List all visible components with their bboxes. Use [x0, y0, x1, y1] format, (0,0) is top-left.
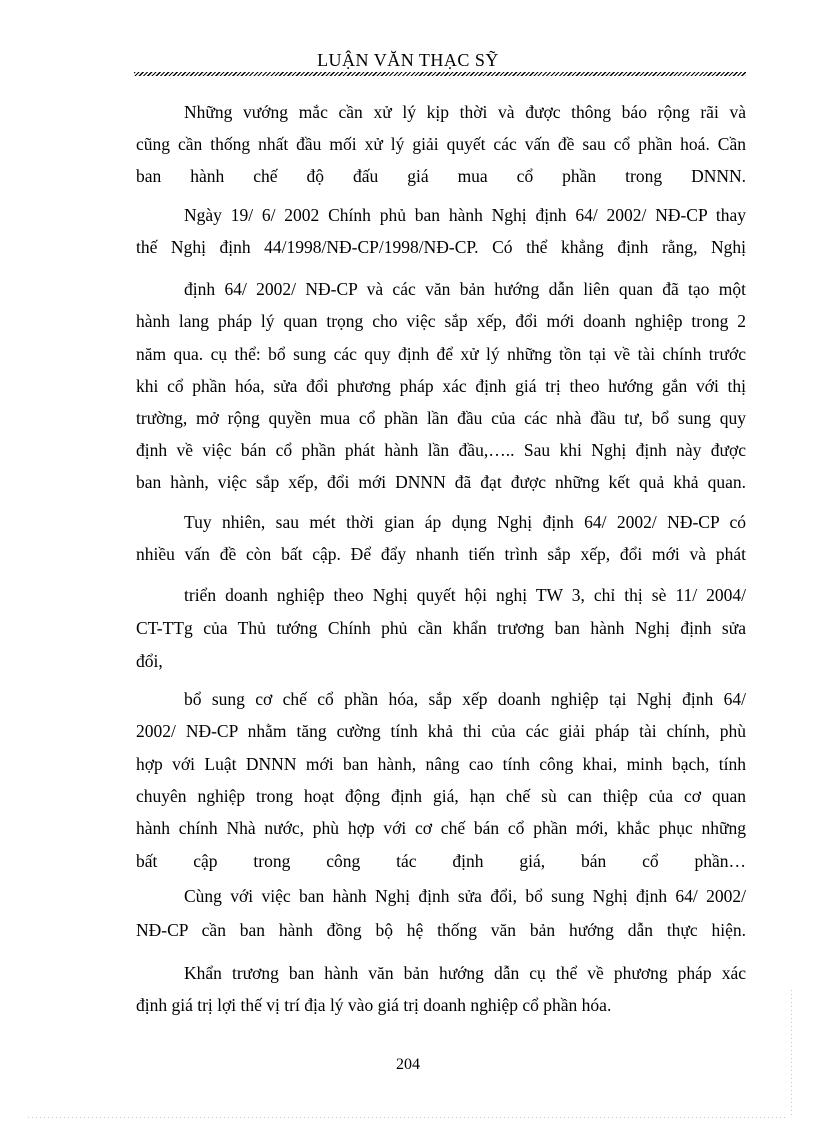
text-line: Những vướng mắc cần xử lý kịp thời và được thông báo rộng rãi và — [184, 102, 746, 122]
text-line: thế Nghị định 44/1998/NĐ-CP/1998/NĐ-CP. Có thể khẳng định rằng, Nghị — [136, 237, 746, 257]
text-line: hành chính Nhà nước, phù hợp với cơ chế bán cổ phần mới, khắc phục những — [136, 818, 746, 838]
text-line: hợp với Luật DNNN mới ban hành, nâng cao tính công khai, minh bạch, tính — [136, 754, 746, 774]
text-line: cũng cần thống nhất đầu mối xử lý giải quyết các vấn đề sau cổ phần hoá. Cần — [136, 134, 746, 154]
text-line: định về việc bán cổ phần phát hành lần đầu,….. Sau khi Nghị định này được — [136, 440, 746, 460]
text-line: ban hành, việc sắp xếp, đổi mới DNNN đã đạt được những kết quả khả quan. — [136, 472, 746, 492]
header-rule — [134, 72, 746, 76]
text-line: chuyên nghiệp trong hoạt động định giá, hạn chế sù can thiệp của cơ quan — [136, 786, 746, 806]
page-number: 204 — [396, 1056, 420, 1073]
text-line: Khẩn trương ban hành văn bản hướng dẫn cụ thể về phương pháp xác — [184, 963, 746, 983]
text-line: 2002/ NĐ-CP nhằm tăng cường tính khả thi của các giải pháp tài chính, phù — [136, 721, 746, 741]
text-line: định 64/ 2002/ NĐ-CP và các văn bản hướng dẫn liên quan đã tạo một — [184, 279, 746, 299]
text-line: định giá trị lợi thế vị trí địa lý vào giá trị doanh nghiệp cổ phần hóa. — [136, 995, 612, 1015]
text-line: triển doanh nghiệp theo Nghị quyết hội nghị TW 3, chỉ thị sè 11/ 2004/ — [184, 585, 746, 605]
text-line: bổ sung cơ chế cổ phần hóa, sắp xếp doanh nghiệp tại Nghị định 64/ — [184, 689, 746, 709]
text-line: Ngày 19/ 6/ 2002 Chính phủ ban hành Nghị định 64/ 2002/ NĐ-CP thay — [184, 205, 746, 225]
text-line: đổi, — [136, 651, 163, 671]
text-line: NĐ-CP cần ban hành đồng bộ hệ thống văn bản hướng dẫn thực hiện. — [136, 920, 746, 940]
text-line: khi cổ phần hóa, sửa đổi phương pháp xác định giá trị theo hướng gắn với thị — [136, 376, 746, 396]
text-line: ban hành chế độ đấu giá mua cổ phần trong DNNN. — [136, 166, 746, 186]
right-border-dots — [791, 990, 792, 1118]
text-line: trường, mở rộng quyền mua cổ phần lần đầu của các nhà đầu tư, bổ sung quy — [136, 408, 746, 428]
text-line: nhiều vấn đề còn bất cập. Để đẩy nhanh tiến trình sắp xếp, đổi mới và phát — [136, 544, 746, 564]
document-header: LUẬN VĂN THẠC SỸ — [317, 50, 499, 70]
text-line: năm qua. cụ thể: bổ sung các quy định để xử lý những tồn tại về tài chính trước — [136, 344, 746, 364]
text-line: Cùng với việc ban hành Nghị định sửa đổi, bổ sung Nghị định 64/ 2002/ — [184, 886, 746, 906]
text-line: bất cập trong công tác định giá, bán cổ phần… — [136, 851, 746, 871]
text-line: CT-TTg của Thủ tướng Chính phủ cần khẩn trương ban hành Nghị định sửa — [136, 618, 746, 638]
text-line: hành lang pháp lý quan trọng cho việc sắp xếp, đổi mới doanh nghiệp trong 2 — [136, 311, 746, 331]
bottom-border-dots — [28, 1117, 788, 1118]
text-line: Tuy nhiên, sau mét thời gian áp dụng Nghị định 64/ 2002/ NĐ-CP có — [184, 512, 746, 532]
